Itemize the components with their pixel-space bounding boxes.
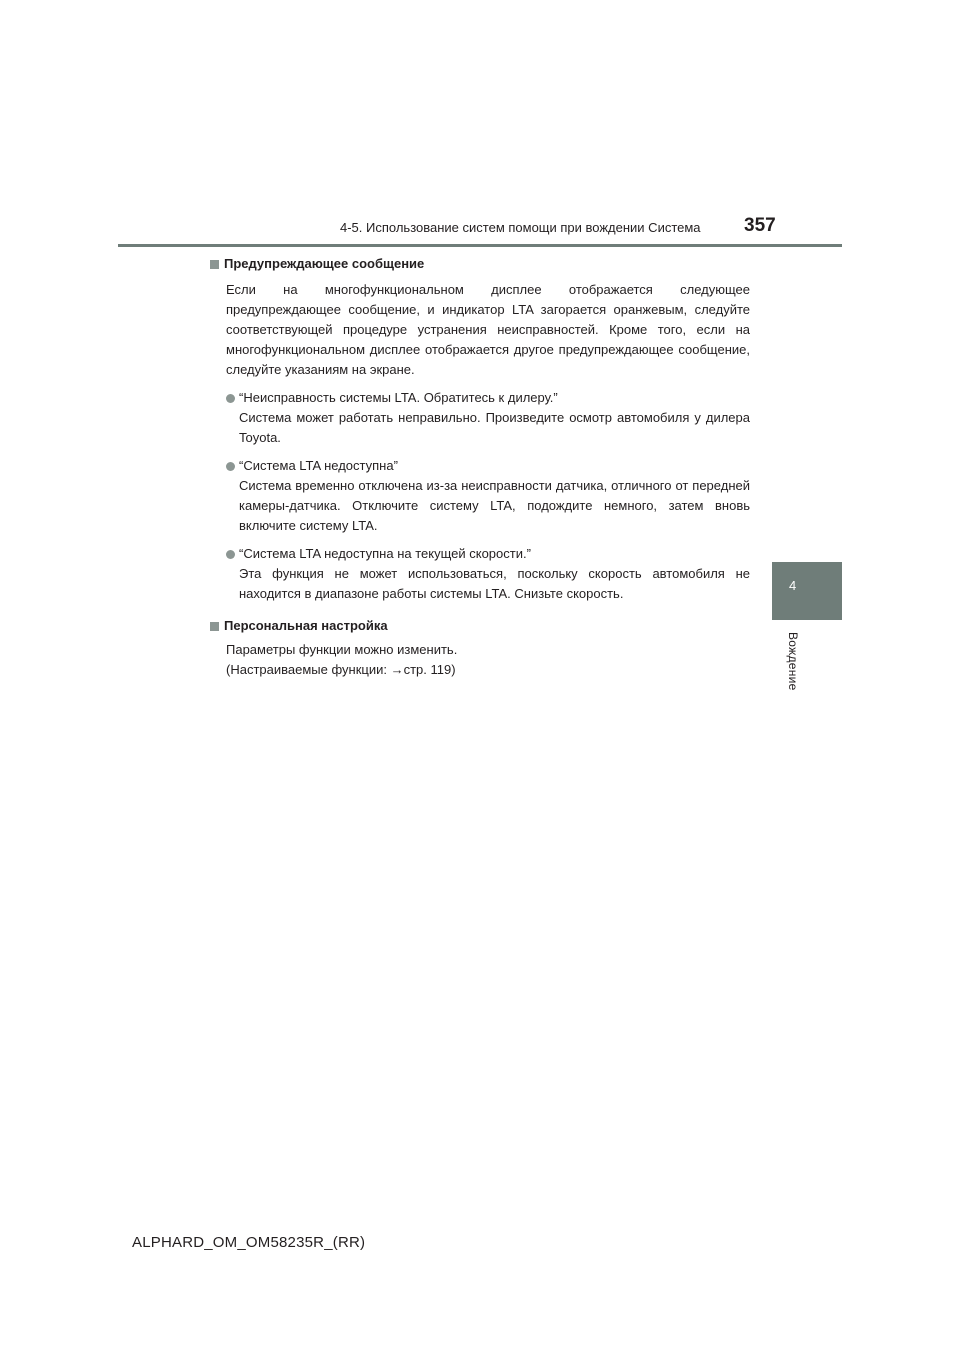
circle-bullet-icon	[226, 462, 235, 471]
warning-description: Система временно отключена из-за неисправности датчика, отличного от передней камеры-датчика. Отключите систему LTA, подождите немного, затем вновь включите систему LTA.	[239, 478, 750, 533]
circle-bullet-icon	[226, 394, 235, 403]
square-bullet-icon	[210, 622, 219, 631]
section-heading-warning	[210, 254, 750, 274]
page-number: 357	[744, 215, 776, 236]
circle-bullet-icon	[226, 550, 235, 559]
section-title: Предупреждающее сообщение	[224, 256, 425, 271]
chapter-tab-number: 4	[789, 578, 797, 593]
header-section-title: 4-5. Использование систем помощи при вождении Система	[340, 220, 701, 235]
warning-message: “Система LTA недоступна на текущей скорости.”	[239, 546, 531, 561]
warning-item-1	[226, 388, 750, 448]
warning-description: Система может работать неправильно. Произведите осмотр автомобиля у дилера Toyota.	[239, 410, 750, 445]
chapter-tab	[772, 562, 842, 620]
square-bullet-icon	[210, 260, 219, 269]
personal-line-2: (Настраиваемые функции: →стр. 119)	[226, 662, 456, 677]
warning-intro-paragraph: Если на многофункциональном дисплее отображается следующее предупреждающее сообщение, и индикатор LTA загорается оранжевым, следуйте соответствующей процедуре устранения неисправностей. Кроме того, если на многофункциональном дисплее отображается другое предупреждающее сообщение, следуйте указаниям на экране.	[226, 282, 750, 377]
document-code: ALPHARD_OM_OM58235R_(RR)	[132, 1234, 366, 1251]
warning-item-3	[226, 544, 750, 604]
warning-item-2	[226, 456, 750, 536]
warning-message: “Система LTA недоступна”	[239, 458, 398, 473]
warning-message: “Неисправность системы LTA. Обратитесь к дилеру.”	[239, 390, 558, 405]
section-title: Персональная настройка	[224, 618, 388, 633]
page-content	[210, 254, 750, 680]
personal-line-1: Параметры функции можно изменить.	[226, 642, 458, 657]
header-divider	[118, 244, 842, 247]
section-heading-personal	[210, 616, 750, 636]
warning-description: Эта функция не может использоваться, поскольку скорость автомобиля не находится в диапазоне работы системы LTA. Снизьте скорость.	[239, 566, 750, 601]
chapter-tab-label: Вождение	[786, 632, 800, 691]
